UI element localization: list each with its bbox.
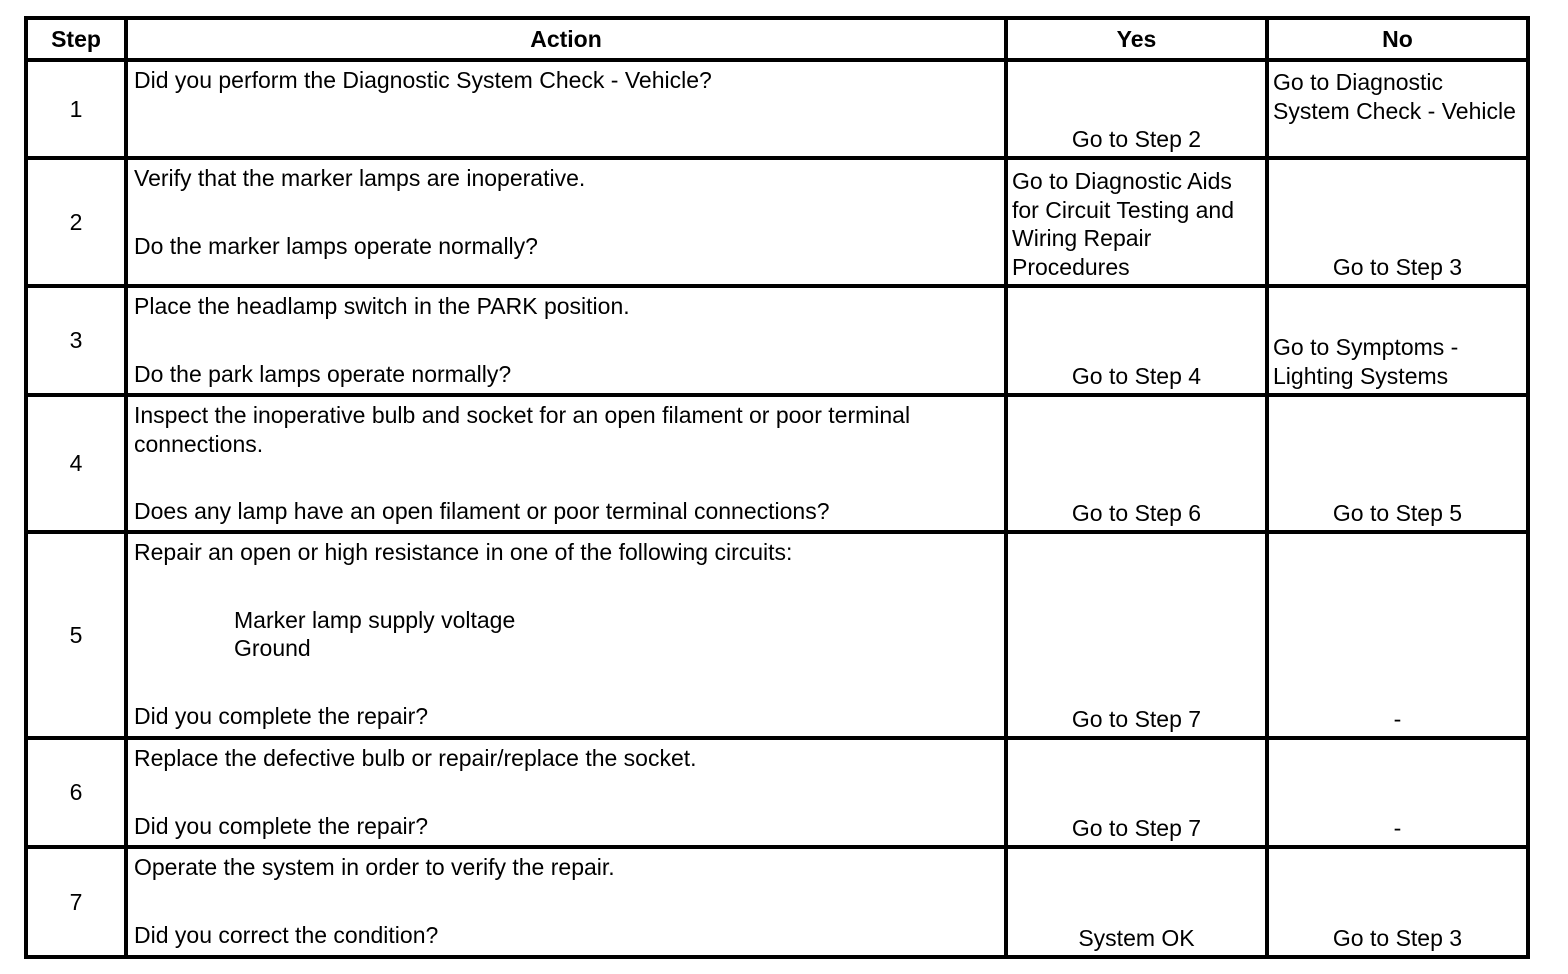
action-text: Verify that the marker lamps are inoperative. <box>134 165 586 191</box>
action-question: Did you correct the condition? <box>134 921 439 948</box>
step-number: 2 <box>26 158 126 286</box>
action-cell <box>126 60 1006 158</box>
table-row <box>26 286 1528 395</box>
action-text: Repair an open or high resistance in one of the following circuits: <box>134 539 793 565</box>
table-row <box>26 395 1528 532</box>
action-text: Inspect the inoperative bulb and socket for an open filament or poor terminal connections. <box>134 402 911 457</box>
action-cell <box>126 286 1006 395</box>
action-question: Do the park lamps operate normally? <box>134 360 512 387</box>
table-row <box>26 158 1528 286</box>
header-action: Action <box>126 18 1006 60</box>
table-row <box>26 738 1528 847</box>
yes-cell: System OK <box>1006 847 1267 957</box>
action-text: Place the headlamp switch in the PARK position. <box>134 293 630 319</box>
no-cell: - <box>1267 738 1528 847</box>
circuit-list-item: Ground <box>234 635 311 661</box>
no-cell: Go to Symptoms - Lighting Systems <box>1267 286 1528 395</box>
circuit-list-item: Marker lamp supply voltage <box>234 606 516 633</box>
action-question: Does any lamp have an open filament or poor terminal connections? <box>134 498 830 524</box>
header-step: Step <box>26 18 126 60</box>
action-cell <box>126 532 1006 738</box>
action-question: Do the marker lamps operate normally? <box>134 232 538 259</box>
action-cell <box>126 158 1006 286</box>
no-cell: Go to Step 3 <box>1267 158 1528 286</box>
action-cell <box>126 738 1006 847</box>
step-number: 4 <box>26 395 126 532</box>
no-cell: Go to Diagnostic System Check - Vehicle <box>1267 60 1528 158</box>
diagnostic-table <box>24 16 1530 959</box>
action-question: Did you complete the repair? <box>134 702 429 729</box>
table-row <box>26 60 1528 158</box>
yes-cell: Go to Step 6 <box>1006 395 1267 532</box>
action-text: Operate the system in order to verify the repair. <box>134 854 615 880</box>
table-row <box>26 847 1528 957</box>
action-question: Did you complete the repair? <box>134 812 429 839</box>
step-number: 3 <box>26 286 126 395</box>
table-row <box>26 532 1528 738</box>
no-cell: Go to Step 5 <box>1267 395 1528 532</box>
table-header-row <box>26 18 1528 60</box>
yes-cell: Go to Diagnostic Aids for Circuit Testing and Wiring Repair Procedures <box>1006 158 1267 286</box>
yes-cell: Go to Step 7 <box>1006 532 1267 738</box>
yes-cell: Go to Step 7 <box>1006 738 1267 847</box>
step-number: 5 <box>26 532 126 738</box>
action-cell <box>126 847 1006 957</box>
action-text: Replace the defective bulb or repair/replace the socket. <box>134 745 697 771</box>
yes-cell: Go to Step 4 <box>1006 286 1267 395</box>
step-number: 7 <box>26 847 126 957</box>
step-number: 6 <box>26 738 126 847</box>
action-text: Did you perform the Diagnostic System Check - Vehicle? <box>134 67 712 93</box>
yes-cell: Go to Step 2 <box>1006 60 1267 158</box>
no-cell: Go to Step 3 <box>1267 847 1528 957</box>
header-yes: Yes <box>1006 18 1267 60</box>
no-cell: - <box>1267 532 1528 738</box>
header-no: No <box>1267 18 1528 60</box>
action-cell <box>126 395 1006 532</box>
step-number: 1 <box>26 60 126 158</box>
